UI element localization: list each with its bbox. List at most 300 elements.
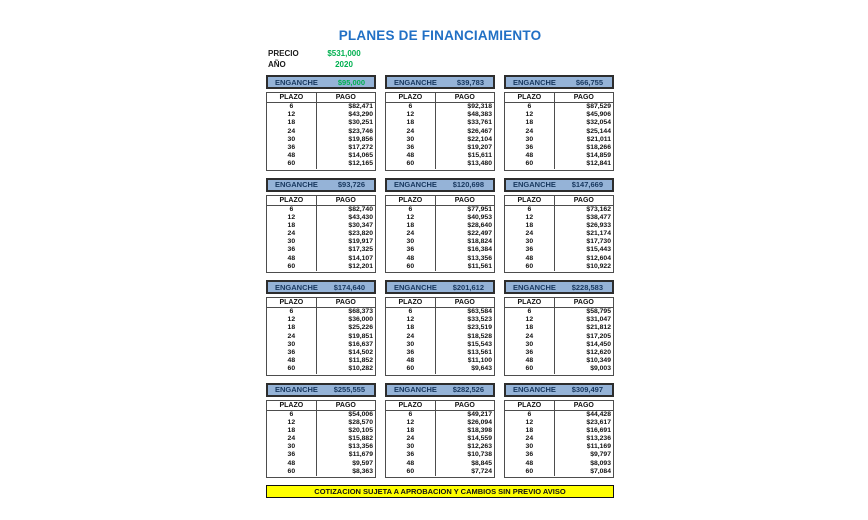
payment-table xyxy=(266,400,376,479)
plazo-cell: 60 xyxy=(386,468,436,476)
plazo-cell: 48 xyxy=(267,460,317,468)
pago-cell: $14,107 xyxy=(348,254,373,262)
table-row xyxy=(386,238,494,246)
pago-cell: $44,428 xyxy=(586,410,611,418)
payment-table xyxy=(504,92,614,171)
pago-cell: $8,093 xyxy=(590,459,611,467)
table-row xyxy=(386,111,494,119)
table-header-row xyxy=(386,93,494,103)
table-row xyxy=(386,333,494,341)
table-header-row xyxy=(267,298,375,308)
table-row xyxy=(267,435,375,443)
pago-cell: $8,845 xyxy=(471,459,492,467)
plazo-column-header: PLAZO xyxy=(267,298,317,307)
plan-table-4 xyxy=(266,178,376,274)
plazo-cell: 36 xyxy=(386,349,436,357)
table-row xyxy=(505,111,613,119)
plazo-cell: 60 xyxy=(386,160,436,168)
plazo-cell: 6 xyxy=(505,103,555,111)
table-row xyxy=(386,411,494,419)
pago-cell: $10,922 xyxy=(586,262,611,270)
plazo-cell: 24 xyxy=(386,333,436,341)
plazo-cell: 12 xyxy=(505,214,555,222)
pago-column-header: PAGO xyxy=(454,94,475,101)
table-row xyxy=(386,460,494,468)
pago-cell: $13,561 xyxy=(467,348,492,356)
pago-cell: $12,201 xyxy=(348,262,373,270)
table-row xyxy=(267,324,375,332)
plan-table-12 xyxy=(504,383,614,479)
pago-cell: $17,730 xyxy=(586,238,611,246)
pago-cell: $26,094 xyxy=(467,418,492,426)
plazo-cell: 60 xyxy=(386,365,436,373)
pago-cell: $14,859 xyxy=(586,152,611,160)
table-row xyxy=(505,357,613,365)
table-row xyxy=(505,460,613,468)
pago-cell: $26,467 xyxy=(467,127,492,135)
plazo-cell: 6 xyxy=(386,103,436,111)
plazo-cell: 30 xyxy=(267,443,317,451)
table-header-row xyxy=(505,298,613,308)
pago-cell: $73,162 xyxy=(586,205,611,213)
table-row xyxy=(386,263,494,271)
plazo-column-header: PLAZO xyxy=(505,196,555,205)
pago-cell: $40,953 xyxy=(467,213,492,221)
table-row xyxy=(386,468,494,476)
plazo-cell: 36 xyxy=(267,246,317,254)
enganche-header xyxy=(385,280,495,294)
payment-table xyxy=(385,92,495,171)
table-row xyxy=(267,152,375,160)
plazo-cell: 24 xyxy=(267,435,317,443)
pago-cell: $15,611 xyxy=(467,152,492,160)
pago-cell: $21,174 xyxy=(586,230,611,238)
pago-column-header: PAGO xyxy=(573,401,594,409)
plans-grid xyxy=(266,75,614,478)
table-row xyxy=(505,411,613,419)
payment-table xyxy=(504,297,614,376)
pago-cell: $82,471 xyxy=(348,103,373,110)
pago-cell: $19,917 xyxy=(348,238,373,246)
plazo-cell: 24 xyxy=(505,128,555,136)
table-row xyxy=(386,246,494,254)
pago-cell: $16,384 xyxy=(467,246,492,254)
enganche-value: $309,497 xyxy=(571,385,603,394)
plazo-column-header: PLAZO xyxy=(505,298,555,307)
table-row xyxy=(386,435,494,443)
table-row xyxy=(267,206,375,214)
plazo-cell: 12 xyxy=(386,419,436,427)
pago-cell: $19,207 xyxy=(467,143,492,151)
plazo-cell: 24 xyxy=(267,230,317,238)
plazo-cell: 18 xyxy=(386,119,436,127)
plazo-cell: 18 xyxy=(267,324,317,332)
table-row xyxy=(386,206,494,214)
plazo-cell: 18 xyxy=(267,222,317,230)
enganche-label: ENGANCHE xyxy=(394,282,437,292)
enganche-header xyxy=(504,280,614,294)
pago-cell: $23,519 xyxy=(467,324,492,332)
table-row xyxy=(505,308,613,316)
pago-cell: $13,356 xyxy=(348,443,373,451)
table-row xyxy=(505,246,613,254)
pago-cell: $13,356 xyxy=(467,254,492,262)
plazo-cell: 6 xyxy=(386,411,436,419)
plazo-cell: 48 xyxy=(267,255,317,263)
table-row xyxy=(386,103,494,111)
pago-cell: $12,263 xyxy=(467,443,492,451)
table-row xyxy=(267,136,375,144)
table-row xyxy=(267,103,375,111)
plazo-cell: 6 xyxy=(267,206,317,214)
pago-cell: $13,236 xyxy=(586,435,611,443)
pago-cell: $23,746 xyxy=(348,127,373,135)
plazo-cell: 24 xyxy=(267,128,317,136)
plazo-cell: 18 xyxy=(386,324,436,332)
pago-cell: $18,824 xyxy=(467,238,492,246)
table-header-row xyxy=(505,93,613,103)
plazo-cell: 18 xyxy=(505,119,555,127)
pago-cell: $20,105 xyxy=(348,426,373,434)
payment-table xyxy=(385,297,495,376)
table-row xyxy=(505,443,613,451)
plan-table-3 xyxy=(504,75,614,171)
table-row xyxy=(267,111,375,119)
plazo-cell: 60 xyxy=(505,365,555,373)
enganche-label: ENGANCHE xyxy=(394,385,437,394)
plan-table-8 xyxy=(385,280,495,376)
plan-table-11 xyxy=(385,383,495,479)
table-row xyxy=(267,255,375,263)
plazo-cell: 18 xyxy=(386,427,436,435)
plazo-cell: 36 xyxy=(386,246,436,254)
pago-cell: $31,047 xyxy=(586,316,611,324)
plazo-cell: 12 xyxy=(505,316,555,324)
pago-cell: $26,933 xyxy=(586,221,611,229)
pago-cell: $87,529 xyxy=(586,103,611,110)
pago-column-header: PAGO xyxy=(454,299,475,306)
pago-cell: $17,325 xyxy=(348,246,373,254)
pago-cell: $13,480 xyxy=(467,160,492,168)
plazo-cell: 36 xyxy=(505,451,555,459)
table-row xyxy=(386,357,494,365)
plazo-cell: 24 xyxy=(386,435,436,443)
plazo-cell: 60 xyxy=(267,468,317,476)
table-row xyxy=(267,160,375,168)
plazo-column-header: PLAZO xyxy=(386,401,436,410)
table-row xyxy=(505,136,613,144)
plazo-cell: 24 xyxy=(267,333,317,341)
pago-column-header: PAGO xyxy=(335,401,356,409)
enganche-header xyxy=(385,178,495,192)
plazo-cell: 30 xyxy=(386,443,436,451)
table-row xyxy=(386,324,494,332)
plazo-cell: 6 xyxy=(505,411,555,419)
table-row xyxy=(386,316,494,324)
plazo-cell: 36 xyxy=(505,144,555,152)
plazo-cell: 18 xyxy=(505,222,555,230)
pago-cell: $25,226 xyxy=(348,324,373,332)
plazo-cell: 60 xyxy=(505,468,555,476)
pago-cell: $33,523 xyxy=(467,316,492,324)
pago-column-header: PAGO xyxy=(335,94,356,101)
table-header-row xyxy=(386,196,494,206)
price-year-block xyxy=(268,49,614,70)
pago-cell: $15,882 xyxy=(348,435,373,443)
plazo-cell: 60 xyxy=(505,160,555,168)
plazo-cell: 12 xyxy=(386,111,436,119)
pago-cell: $21,812 xyxy=(586,324,611,332)
plazo-cell: 36 xyxy=(505,246,555,254)
plan-table-1 xyxy=(266,75,376,171)
payment-table xyxy=(266,92,376,171)
table-header-row xyxy=(386,298,494,308)
payment-table xyxy=(266,195,376,274)
plazo-cell: 18 xyxy=(505,324,555,332)
pago-cell: $9,597 xyxy=(352,459,373,467)
pago-cell: $17,272 xyxy=(348,143,373,151)
pago-cell: $17,205 xyxy=(586,332,611,340)
plan-table-7 xyxy=(266,280,376,376)
enganche-label: ENGANCHE xyxy=(394,77,437,87)
table-row xyxy=(386,152,494,160)
table-row xyxy=(386,349,494,357)
pago-cell: $16,637 xyxy=(348,340,373,348)
plazo-cell: 48 xyxy=(386,152,436,160)
table-row xyxy=(267,341,375,349)
plazo-cell: 6 xyxy=(505,206,555,214)
pago-cell: $9,643 xyxy=(471,365,492,373)
plazo-cell: 48 xyxy=(505,152,555,160)
pago-cell: $14,559 xyxy=(467,435,492,443)
pago-cell: $19,856 xyxy=(348,135,373,143)
table-row xyxy=(505,451,613,459)
table-row xyxy=(267,222,375,230)
enganche-label: ENGANCHE xyxy=(275,385,318,394)
anio-row xyxy=(268,60,614,71)
precio-row xyxy=(268,49,614,60)
table-row xyxy=(505,119,613,127)
enganche-label: ENGANCHE xyxy=(513,77,556,87)
pago-cell: $54,006 xyxy=(348,410,373,418)
table-row xyxy=(386,119,494,127)
table-row xyxy=(505,263,613,271)
plazo-cell: 36 xyxy=(386,451,436,459)
table-row xyxy=(505,214,613,222)
disclaimer-banner: COTIZACION SUJETA A APROBACION Y CAMBIOS SIN PREVIO AVISO xyxy=(266,485,614,498)
sheet-content xyxy=(266,28,614,498)
pago-cell: $49,217 xyxy=(467,410,492,418)
enganche-label: ENGANCHE xyxy=(275,180,318,189)
table-row xyxy=(505,160,613,168)
plazo-cell: 12 xyxy=(267,111,317,119)
plazo-column-header: PLAZO xyxy=(267,401,317,410)
table-row xyxy=(505,419,613,427)
pago-cell: $43,290 xyxy=(348,111,373,119)
pago-cell: $14,065 xyxy=(348,152,373,160)
pago-cell: $11,100 xyxy=(467,357,492,365)
enganche-value: $93,726 xyxy=(337,180,365,189)
table-row xyxy=(386,144,494,152)
plazo-cell: 30 xyxy=(267,136,317,144)
table-row xyxy=(267,214,375,222)
pago-cell: $10,282 xyxy=(348,365,373,373)
enganche-header xyxy=(385,75,495,89)
pago-column-header: PAGO xyxy=(335,299,356,306)
pago-cell: $92,318 xyxy=(467,103,492,110)
pago-cell: $16,691 xyxy=(586,426,611,434)
pago-cell: $23,820 xyxy=(348,230,373,238)
pago-cell: $14,502 xyxy=(348,348,373,356)
enganche-value: $147,669 xyxy=(571,180,603,189)
table-row xyxy=(386,255,494,263)
plazo-column-header: PLAZO xyxy=(505,93,555,102)
payment-table xyxy=(385,400,495,479)
enganche-value: $120,698 xyxy=(452,180,484,189)
pago-cell: $28,570 xyxy=(348,418,373,426)
plazo-cell: 6 xyxy=(505,308,555,316)
pago-cell: $43,430 xyxy=(348,213,373,221)
table-row xyxy=(505,468,613,476)
table-row xyxy=(267,419,375,427)
table-header-row xyxy=(505,196,613,206)
pago-cell: $18,528 xyxy=(467,332,492,340)
table-row xyxy=(267,411,375,419)
table-row xyxy=(386,230,494,238)
pago-cell: $19,851 xyxy=(348,332,373,340)
plan-table-10 xyxy=(266,383,376,479)
enganche-label: ENGANCHE xyxy=(513,385,556,394)
plazo-column-header: PLAZO xyxy=(386,196,436,205)
pago-cell: $32,054 xyxy=(586,119,611,127)
pago-cell: $30,347 xyxy=(348,221,373,229)
plazo-cell: 6 xyxy=(386,206,436,214)
pago-cell: $45,906 xyxy=(586,111,611,119)
plazo-cell: 48 xyxy=(386,357,436,365)
enganche-header xyxy=(266,280,376,294)
table-row xyxy=(386,214,494,222)
pago-cell: $7,084 xyxy=(590,467,611,475)
plazo-cell: 6 xyxy=(267,411,317,419)
enganche-value: $66,755 xyxy=(575,77,603,87)
table-row xyxy=(505,333,613,341)
table-row xyxy=(386,341,494,349)
pago-cell: $11,561 xyxy=(467,262,492,270)
plazo-cell: 60 xyxy=(505,263,555,271)
plazo-cell: 36 xyxy=(505,349,555,357)
plazo-cell: 24 xyxy=(505,435,555,443)
table-row xyxy=(386,136,494,144)
table-row xyxy=(267,460,375,468)
enganche-header xyxy=(266,383,376,397)
table-row xyxy=(505,435,613,443)
table-row xyxy=(267,357,375,365)
enganche-header xyxy=(504,178,614,192)
pago-cell: $23,617 xyxy=(586,418,611,426)
plan-table-5 xyxy=(385,178,495,274)
table-row xyxy=(267,238,375,246)
plazo-cell: 48 xyxy=(386,255,436,263)
plan-table-6 xyxy=(504,178,614,274)
table-row xyxy=(505,427,613,435)
pago-cell: $48,383 xyxy=(467,111,492,119)
table-row xyxy=(505,349,613,357)
plazo-cell: 6 xyxy=(267,308,317,316)
pago-cell: $18,266 xyxy=(586,143,611,151)
table-row xyxy=(267,427,375,435)
plazo-cell: 12 xyxy=(267,316,317,324)
plazo-cell: 48 xyxy=(267,357,317,365)
plazo-cell: 24 xyxy=(386,230,436,238)
pago-cell: $14,450 xyxy=(586,340,611,348)
plan-table-2 xyxy=(385,75,495,171)
table-row xyxy=(267,349,375,357)
plazo-cell: 60 xyxy=(267,160,317,168)
plazo-cell: 48 xyxy=(267,152,317,160)
plazo-cell: 18 xyxy=(267,427,317,435)
pago-cell: $7,724 xyxy=(471,467,492,475)
enganche-label: ENGANCHE xyxy=(275,282,318,292)
pago-cell: $30,251 xyxy=(348,119,373,127)
plazo-cell: 24 xyxy=(505,230,555,238)
page-title: PLANES DE FINANCIAMIENTO xyxy=(338,28,542,43)
plazo-cell: 12 xyxy=(267,214,317,222)
pago-cell: $25,144 xyxy=(586,127,611,135)
precio-value: $531,000 xyxy=(327,49,361,58)
payment-table xyxy=(385,195,495,274)
enganche-value: $282,526 xyxy=(452,385,484,394)
pago-cell: $36,000 xyxy=(348,316,373,324)
table-row xyxy=(505,230,613,238)
pago-cell: $28,640 xyxy=(467,221,492,229)
table-row xyxy=(386,308,494,316)
table-row xyxy=(267,316,375,324)
table-row xyxy=(505,206,613,214)
table-row xyxy=(267,144,375,152)
plan-table-9 xyxy=(504,280,614,376)
table-row xyxy=(267,119,375,127)
enganche-value: $228,583 xyxy=(571,282,603,292)
plazo-cell: 18 xyxy=(386,222,436,230)
plazo-cell: 12 xyxy=(267,419,317,427)
anio-label: AÑO xyxy=(268,59,286,69)
plazo-cell: 24 xyxy=(386,128,436,136)
plazo-cell: 30 xyxy=(386,136,436,144)
plazo-cell: 30 xyxy=(386,341,436,349)
plazo-cell: 30 xyxy=(505,136,555,144)
pago-cell: $9,797 xyxy=(590,451,611,459)
plazo-cell: 18 xyxy=(505,427,555,435)
plazo-cell: 30 xyxy=(386,238,436,246)
enganche-label: ENGANCHE xyxy=(513,282,556,292)
pago-column-header: PAGO xyxy=(454,196,475,204)
pago-cell: $33,761 xyxy=(467,119,492,127)
table-row xyxy=(386,427,494,435)
plazo-cell: 30 xyxy=(505,341,555,349)
table-row xyxy=(386,443,494,451)
payment-table xyxy=(266,297,376,376)
pago-column-header: PAGO xyxy=(573,299,594,306)
table-row xyxy=(267,365,375,373)
pago-column-header: PAGO xyxy=(454,401,475,409)
table-row xyxy=(505,341,613,349)
enganche-value: $95,000 xyxy=(337,77,365,87)
table-row xyxy=(505,103,613,111)
plazo-cell: 6 xyxy=(386,308,436,316)
pago-cell: $11,169 xyxy=(586,443,611,451)
table-row xyxy=(267,246,375,254)
plazo-cell: 48 xyxy=(505,255,555,263)
